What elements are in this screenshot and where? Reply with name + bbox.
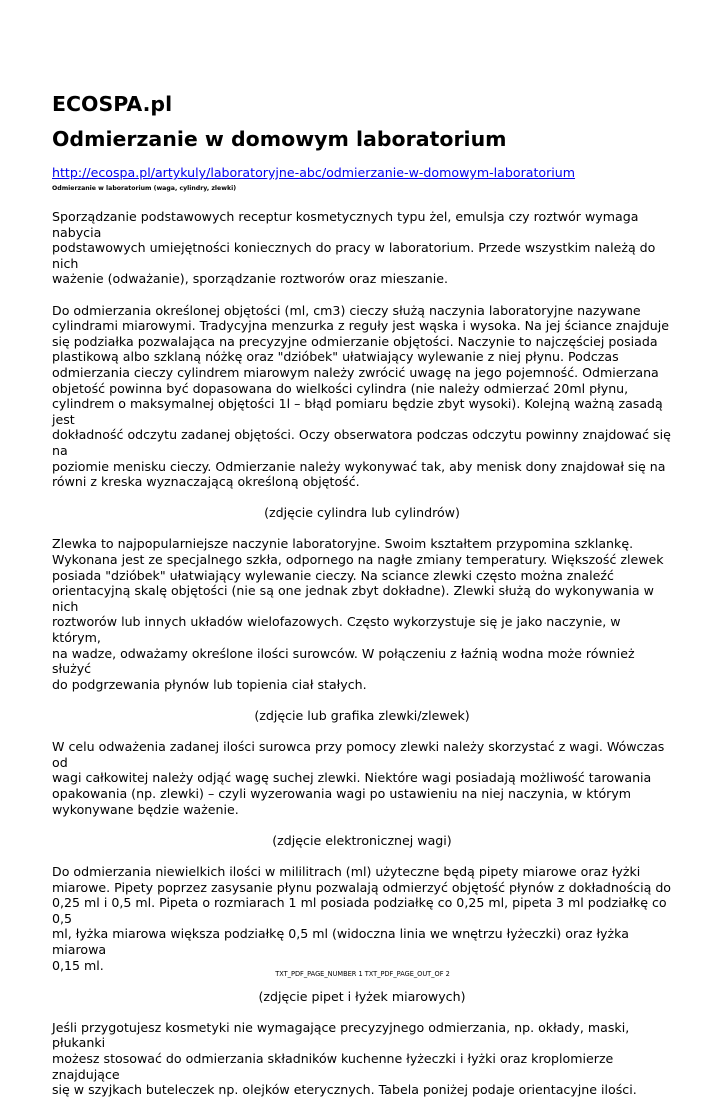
paragraph-scale: W celu odważenia zadanej ilości surowca przy pomocy zlewki należy skorzystać z wagi. Wówczas od wagi całkowitej należy odjąć wagę suchej zlewki. Niektóre wagi posiadają możliwość tarowania opakowania (np. zlewki) – czyli wyzerowania wagi po ustawieniu na niej naczynia, w którym wykonywane będzie ważenie. xyxy=(52,739,665,817)
paragraph-cylinders: Do odmierzania określonej objętości (ml, cm3) cieczy służą naczynia laboratoryjne nazywane cylindrami miarowymi. Tradycyjna menzurka z reguły jest wąska i wysoka. Na jej ściance znajduje się podziałka pozwalająca na precyzyjne odmierzanie objętości. Naczynie to najczęściej posiada plastikową albo szklaną nóżkę oraz "dzióbek" ułatwiający wylewanie z niej płynu. Podczas odmierzania cieczy cylindrem miarowym należy zwrócić uwagę na jego pojemność. Odmierzana objetość powinna być dopasowana do wielkości cylindra (nie należy odmierzać 20ml płynu, cylindrem o maksymalnej objętości 1l – błąd pomiaru będzie zbyt wysoki). Kolejną ważną zasadą jest dokładność odczytu zadanej objętości. Oczy obserwatora podczas odczytu powinny znajdować się na poziomie menisku cieczy. Odmierzanie należy wykonywać tak, aby menisk dony znajdował się na równi z kreska wyznaczającą określoną objętość. xyxy=(52,302,671,490)
page-footer: TXT_PDF_PAGE_NUMBER 1 TXT_PDF_PAGE_OUT_OF 2 xyxy=(275,970,450,978)
image-placeholder-pipettes: (zdjęcie pipet i łyżek miarowych) xyxy=(258,988,466,1004)
site-title: ECOSPA.pl xyxy=(52,92,173,116)
paragraph-intro: Sporządzanie podstawowych receptur kosmetycznych typu żel, emulsja czy roztwór wymaga nabycia podstawowych umiejętności koniecznych do pracy w laboratorium. Przede wszystkim należą do nich ważenie (odważanie), sporządzanie roztworów oraz mieszanie. xyxy=(52,209,656,287)
image-placeholder-cylinders: (zdjęcie cylindra lub cylindrów) xyxy=(264,505,460,521)
paragraph-pipettes: Do odmierzania niewielkich ilości w mililitrach (ml) użyteczne będą pipety miarowe oraz łyżki miarowe. Pipety poprzez zasysanie płynu pozwalają odmierzyć objętość płynów z dokładnością do 0,25 ml i 0,5 ml. Pipeta o rozmiarach 1 ml posiada podziałkę co 0,25 ml, pipeta 3 ml podziałkę co 0,5 ml, łyżka miarowa większa podziałkę 0,5 ml (widoczna linia we wnętrzu łyżeczki) oraz łyżka miarowa 0,15 ml. xyxy=(52,863,672,973)
article-title: Odmierzanie w domowym laboratorium xyxy=(52,127,507,151)
image-placeholder-beakers: (zdjęcie lub grafika zlewki/zlewek) xyxy=(254,708,470,723)
article-tagline: Odmierzanie w laboratorium (waga, cylindry, zlewki) xyxy=(52,185,237,192)
image-placeholder-scale: (zdjęcie elektronicznej wagi) xyxy=(272,832,452,848)
paragraph-beakers: Zlewka to najpopularniejsze naczynie laboratoryjne. Swoim kształtem przypomina szklankę. Wykonana jest ze specjalnego szkła, odpornego na nagłe zmiany temperatury. Większość zlewek posiada "dzióbek" ułatwiający wylewanie cieczy. Na sciance zlewki często można znaleźć orientacyjną skalę objętości (nie są one jednak zbyt dokładne). Zlewki służą do wykonywania w nich roztworów lub innych układów wielofazowych. Często wykorzystuje się je jako naczynie, w którym, na wadze, odważamy określone ilości surowców. W połączeniu z łaźnią wodna może również służyć do podgrzewania płynów lub topienia ciał stałych. xyxy=(52,536,664,692)
article-url-link[interactable]: http://ecospa.pl/artykuly/laboratoryjne-abc/odmierzanie-w-domowym-laboratorium xyxy=(52,165,576,180)
paragraph-kitchen-measures: Jeśli przygotujesz kosmetyki nie wymagające precyzyjnego odmierzania, np. okłady, maski, płukanki możesz stosować do odmierzania składników kuchenne łyżeczki i łyżki oraz kroplomierze znajdujące się w szyjkach buteleczek np. olejków eterycznych. Tabela poniżej podaje orientacyjne ilości. xyxy=(52,1019,637,1098)
